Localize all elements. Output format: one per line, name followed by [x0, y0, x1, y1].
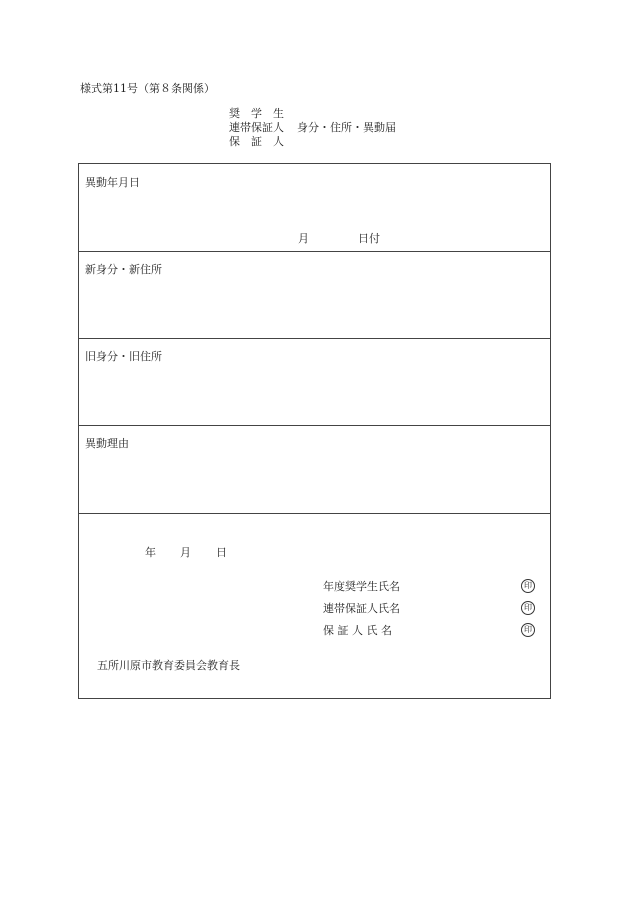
guarantor-name-label: 保 証 人 氏 名: [323, 624, 392, 637]
document-title: [229, 107, 396, 149]
change-date-month: 月: [298, 232, 309, 245]
new-status-section[interactable]: [79, 251, 550, 339]
sign-date-day: 日: [216, 546, 227, 559]
scholar-name-label: 年度奨学生氏名: [323, 580, 400, 593]
title-row-guarantor: [229, 135, 396, 149]
role-joint-guarantor: 連帯保証人: [229, 121, 284, 134]
joint-guarantor-name-label: 連帯保証人氏名: [323, 602, 400, 615]
reason-label: 異動理由: [85, 437, 129, 450]
reason-section[interactable]: [79, 425, 550, 514]
old-status-section[interactable]: [79, 338, 550, 426]
title-row-scholar: [229, 107, 396, 121]
new-status-label: 新身分・新住所: [85, 263, 162, 276]
change-date-label: 異動年月日: [85, 176, 140, 189]
title-row-joint-guarantor: [229, 121, 396, 135]
role-scholar: 奨 学 生: [229, 107, 284, 120]
seal-icon: 印: [521, 579, 535, 593]
sign-date-year: 年: [145, 546, 156, 559]
seal-icon: 印: [521, 601, 535, 615]
signature-section: [79, 513, 550, 698]
sign-date-month: 月: [180, 546, 191, 559]
form-number: 様式第11号（第８条関係）: [80, 82, 215, 95]
seal-icon: 印: [521, 623, 535, 637]
change-date-day: 日付: [358, 232, 380, 245]
old-status-label: 旧身分・旧住所: [85, 350, 162, 363]
change-date-section[interactable]: [79, 164, 550, 252]
role-guarantor: 保 証 人: [229, 135, 284, 148]
addressee: 五所川原市教育委員会教育長: [97, 659, 240, 672]
form-table: [78, 163, 551, 699]
title-subject: 身分・住所・異動届: [297, 121, 396, 134]
